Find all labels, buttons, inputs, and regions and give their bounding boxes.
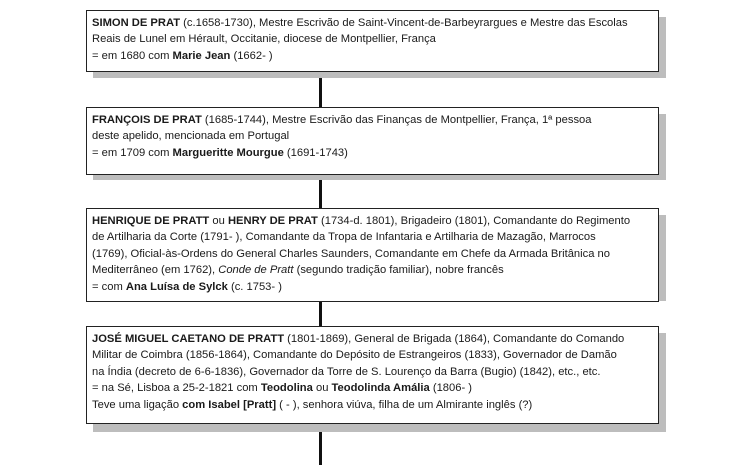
text-run: (1662- ) [230,49,273,62]
text-line [92,347,653,363]
text-run: (c. 1753- ) [227,280,282,293]
title-italic: Conde de Pratt [218,264,294,277]
text-run: Teve uma ligação [92,398,183,411]
text-line [92,145,653,161]
name-bold: HENRIQUE DE PRATT [92,215,210,227]
text-run: = em 1709 com [92,146,173,159]
text-line [92,31,653,47]
connector-line-2 [319,175,322,209]
text-line [92,331,653,347]
text-run: Reais de Lunel em Hérault, Occitanie, diocese de Montpellier, França [92,33,436,46]
text-line [92,112,653,128]
generation-box-henrique-de-pratt [86,208,659,302]
generation-box-simon-de-prat [86,10,659,72]
text-run: de Artilharia da Corte (1791- ), Comandante da Tropa de Infantaria e Artilharia de Mazagão, Marrocos [92,231,596,244]
text-line [92,246,653,262]
text-run: = com [92,280,126,293]
text-run: = em 1680 com [92,49,173,62]
text-run: (1801-1869), General de Brigada (1864), Comandante do Comando [284,333,625,345]
name-bold: Teodolinda Amália [331,382,430,395]
text-line [92,48,653,64]
name-bold: FRANÇOIS DE PRAT [92,114,202,126]
text-run: deste apelido, mencionada em Portugal [92,130,290,143]
text-line [92,15,653,31]
name-bold: Teodolina [260,382,313,395]
text-run: = na Sé, Lisboa a 25-2-1821 com [92,382,261,395]
text-run: (c.1658-1730), Mestre Escrivão de Saint-Vincent-de-Barbeyrargues e Mestre das Escolas [180,17,628,29]
text-run: ou [209,215,228,227]
text-line [92,279,653,295]
connector-line-3 [319,302,322,327]
text-line [92,364,653,380]
name-bold: HENRY DE PRAT [227,215,318,227]
text-run: na Índia (decreto de 6-6-1836), Governador da Torre de S. Lourenço da Barra (Bugio) (1842), etc., etc. [92,365,601,378]
text-run: (1769), Oficial-às-Ordens do General Charles Saunders, Comandante em Chefe da Armada Britânica no [92,247,611,260]
text-run: ( - ), senhora viúva, filha de um Almirante inglês (?) [276,398,533,411]
text-run: (segundo tradição familiar), nobre francês [293,264,504,277]
text-run: Militar de Coimbra (1856-1864), Comandante do Depósito de Estrangeiros (1833), Governador de Damão [92,349,617,362]
name-bold: Margueritte Mourgue [172,146,284,159]
text-run: (1691-1743) [283,146,348,159]
text-line [92,262,653,278]
text-run: ou [312,382,332,395]
generation-box-francois-de-prat [86,107,659,175]
generation-box-jose-miguel-caetano-de-pratt [86,326,659,424]
name-bold: Marie Jean [172,49,231,62]
text-run: (1806- ) [429,382,473,395]
text-line [92,128,653,144]
name-bold: com Isabel [Pratt] [182,398,277,411]
text-line [92,213,653,229]
text-run: Mediterrâneo (em 1762), [92,264,219,277]
text-line [92,397,653,413]
text-line [92,229,653,245]
text-run: (1685-1744), Mestre Escrivão das Finanças de Montpellier, França, 1ª pessoa [201,114,592,126]
name-bold: SIMON DE PRAT [92,17,181,29]
text-line [92,380,653,396]
text-run: (1734-d. 1801), Brigadeiro (1801), Comandante do Regimento [317,215,631,227]
name-bold: JOSÉ MIGUEL CAETANO DE PRATT [92,333,285,345]
name-bold: Ana Luísa de Sylck [125,280,228,293]
